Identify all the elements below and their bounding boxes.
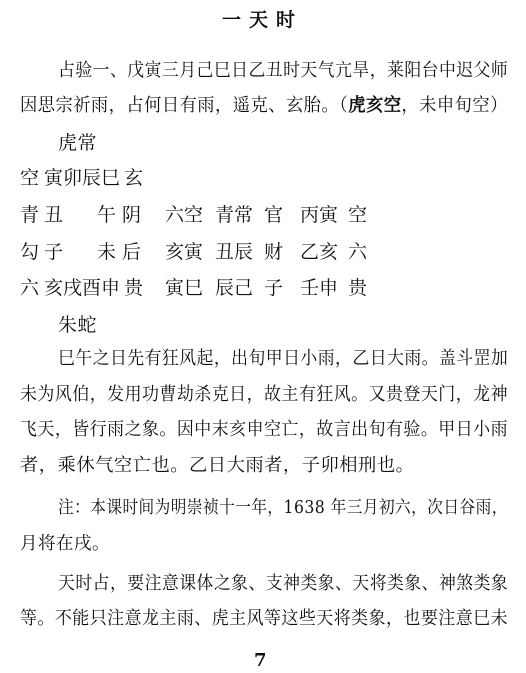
chart-cell: 亥寅 [165, 241, 204, 263]
chart-cell: 辰己 [215, 277, 254, 299]
chart-label-top: 虎常 [58, 132, 98, 154]
paragraph-2-line: 者，乘休气空亡也。乙日大雨者，子卯相刑也。 [20, 455, 415, 476]
note-line: 注：本课时间为明崇祯十一年，1638 年三月初六，次日谷雨， [58, 498, 508, 518]
chart-cell: 寅巳 [165, 277, 204, 299]
chart-cell: 亥戌酉申 [44, 277, 121, 299]
chart-cell: 六空 [165, 204, 204, 226]
handwritten-correction: 虎亥空 [348, 95, 402, 116]
paragraph-1-text: 因思宗祈雨，占何日有雨，遥克、玄胎。（ [20, 95, 349, 116]
paragraph-1-line-1: 占验一、戊寅三月己巳日乙丑时天气亢旱，莱阳台中迟父师 [58, 60, 509, 81]
chart-cell: 青常 [215, 204, 254, 226]
paragraph-3-line: 等。不能只注意龙主雨、虎主风等这些天将类象，也要注意巳未 [20, 608, 509, 629]
chart-cell: 官 [264, 204, 284, 226]
chart-cell: 未 [97, 241, 117, 263]
chart-cell: 阴 [122, 204, 142, 226]
page-number: 7 [254, 650, 268, 671]
chart-cell: 子 [264, 277, 284, 299]
chart-cell: 贵 [124, 277, 144, 299]
paragraph-1-line-2 [20, 94, 508, 118]
paragraph-3-line: 天时占，要注意课体之象、支神类象、天将类象、神煞类象 [58, 573, 509, 594]
chart-cell: 六 [20, 277, 40, 299]
chart-cell: 空 [348, 204, 368, 226]
paragraph-2-line: 未为风伯，发用功曹劫杀克日，故主有狂风。又贵登天门，龙神 [20, 384, 509, 405]
chart-cell: 青 [20, 204, 40, 226]
chart-label-bottom: 朱蛇 [58, 314, 98, 336]
chart-cell: 勾 [20, 241, 40, 263]
chart-cell: 空 [20, 167, 40, 189]
page-title: 一天时 [222, 9, 304, 31]
chart-cell: 后 [122, 241, 142, 263]
chart-cell: 财 [264, 241, 284, 263]
paragraph-2-line: 飞天，皆行雨之象。因中末亥申空亡，故言出旬有验。甲日小雨 [20, 419, 509, 440]
chart-cell: 丑 [44, 204, 64, 226]
chart-cell: 午 [97, 204, 117, 226]
paragraph-1-text-end: ，未申旬空） [401, 95, 508, 116]
chart-cell: 乙亥 [300, 241, 339, 263]
chart-cell: 贵 [348, 277, 368, 299]
chart-cell: 子 [44, 241, 64, 263]
note-line: 月将在戌。 [20, 534, 110, 554]
chart-cell: 壬申 [300, 277, 339, 299]
chart-cell: 六 [348, 241, 368, 263]
paragraph-2-line: 巳午之日先有狂风起，出旬甲日小雨，乙日大雨。盖斗罡加 [58, 348, 509, 369]
chart-cell: 玄 [124, 167, 144, 189]
chart-cell: 丑辰 [215, 241, 254, 263]
chart-cell: 丙寅 [300, 204, 339, 226]
chart-cell: 寅卯辰巳 [44, 167, 121, 189]
